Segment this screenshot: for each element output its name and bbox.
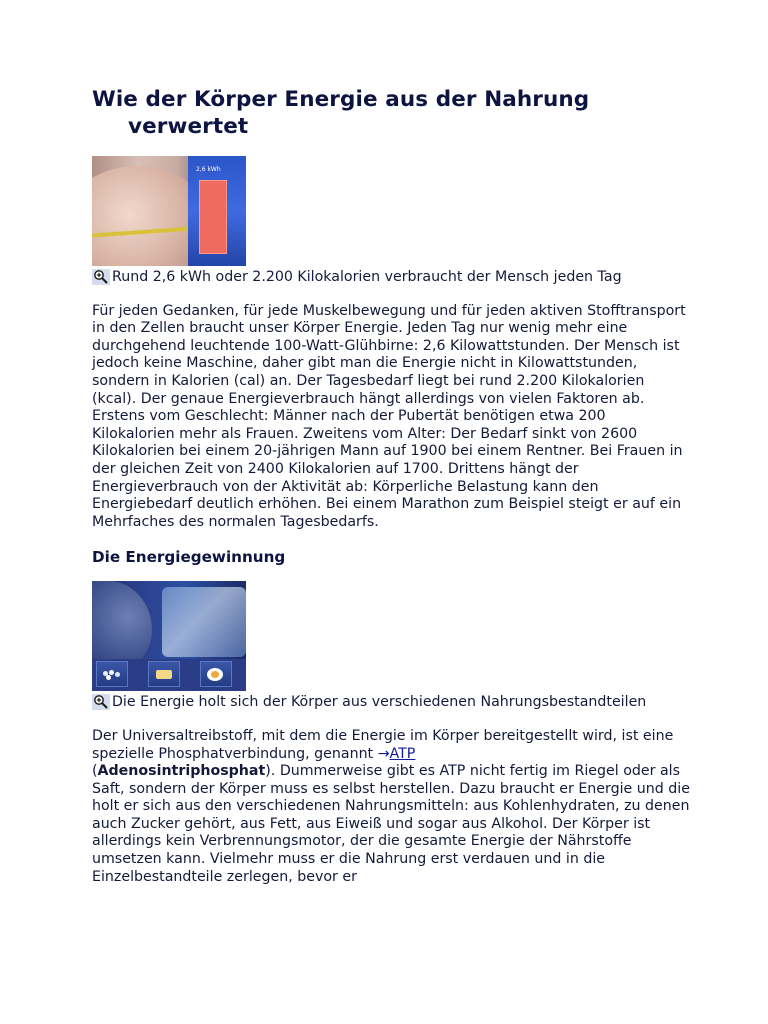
page-title: Wie der Körper Energie aus der Nahrung verwertet — [92, 87, 590, 139]
article — [92, 86, 692, 886]
caption-text: Die Energie holt sich der Körper aus verschiedenen Nahrungsbestandteilen — [112, 694, 647, 711]
energy-bar — [199, 180, 227, 254]
zoom-in-icon[interactable] — [92, 694, 110, 710]
nutrition-figure-image[interactable] — [92, 581, 246, 691]
section-heading: Die Energiegewinnung — [92, 548, 286, 567]
food-tile-egg — [200, 661, 232, 687]
energy-figure-image[interactable] — [92, 156, 246, 266]
bold-term: Adenosintriphosphat — [97, 763, 266, 780]
paragraph-text: ). Dummerweise gibt es ATP nicht fertig im Riegel oder als Saft, sondern der Körper muss es selbst herstellen. Dazu braucht er Energie und die holt er sich aus den verschiedenen Nahrungsmitteln: aus Kohlenhydraten, zu denen auch Zucker gehört, aus Fett, aus Eiweiß und sogar aus Alkohol. Der Körper ist allerdings kein Verbrennungsmotor, der die gesamte Energie der Nährstoffe umsetzen kann. Vielmehr muss er die Nahrung erst verdauen und in die Einzelbestandteile zerlegen, bevor er — [92, 763, 690, 885]
paragraph-text: Der Universaltreibstoff, mit dem die Energie im Körper bereitgestellt wird, ist eine spezielle Phosphatverbindung, genannt — [92, 727, 674, 762]
caption-text: Rund 2,6 kWh oder 2.200 Kilokalorien verbraucht der Mensch jeden Tag — [112, 269, 622, 285]
food-tile-sugar — [96, 661, 128, 687]
glass-overlay — [162, 587, 246, 657]
intro-paragraph: Für jeden Gedanken, für jede Muskelbewegung und für jeden aktiven Stofftransport in den Zellen braucht unser Körper Energie. Jeden Tag nur wenig mehr eine durchgehend leuchtende 100-Watt-Glühbirne: 2,6 Kilowattstunden. Der Mensch ist jedoch keine Maschine, daher gibt man die Energie nicht in Kilowattstunden, sondern in Kalorien (cal) an. Der Tagesbedarf liegt bei rund 2.200 Kilokalorien (kcal). Der genaue Energieverbrauch hängt allerdings von vielen Faktoren ab. Erstens vom Geschlecht: Männer nach der Pubertät benötigen etwa 200 Kilokalorien mehr als Frauen. Zweitens vom Alter: Der Bedarf sinkt von 2600 Kilokalorien bei einem 20-jährigen Mann auf 1900 bei einem Rentner. Bei Frauen in der gleichen Zeit von 2400 Kilokalorien auf 1700. Drittens hängt der Energieverbrauch von der Aktivität ab: Körperliche Belastung kann den Energiebedarf deutlich erhöhen. Bei einem Marathon zum Beispiel steigt er auf ein Mehrfaches des normalen Tagesbedarfs. — [92, 302, 686, 530]
paragraph-text: ( — [92, 763, 98, 780]
figure1-caption — [92, 269, 692, 287]
bar-label: 2,6 kWh — [196, 166, 221, 173]
arrow-right-icon[interactable]: → — [377, 745, 390, 762]
zoom-in-icon[interactable] — [92, 269, 110, 285]
food-tile-butter — [148, 661, 180, 687]
atp-link[interactable]: ATP — [389, 745, 416, 762]
figure2-caption — [92, 694, 692, 712]
atp-paragraph — [92, 728, 692, 886]
face-silhouette — [92, 581, 152, 671]
